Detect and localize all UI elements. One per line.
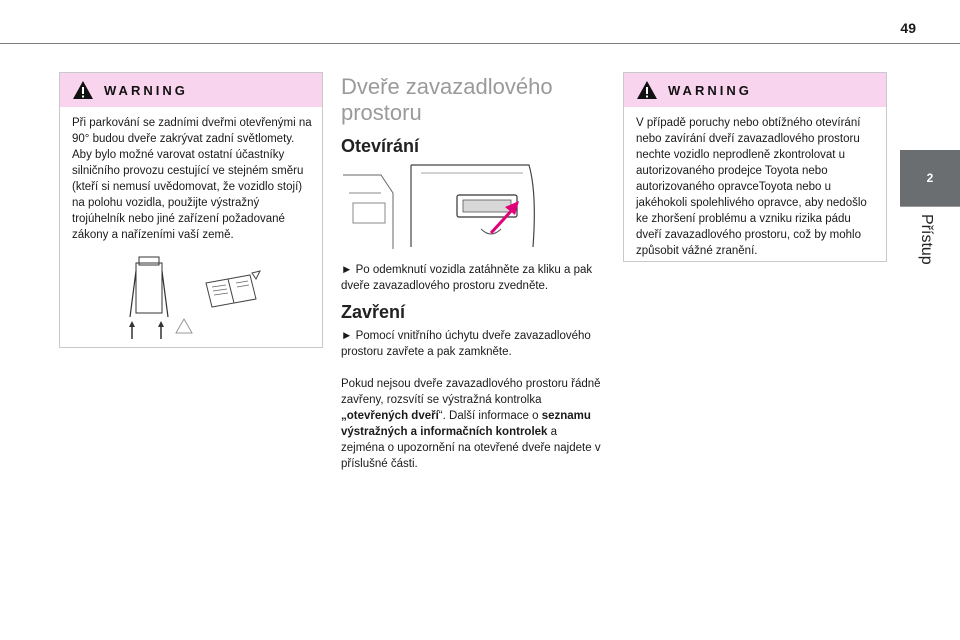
chapter-title: Přístup (918, 214, 935, 265)
opening-text: ► Po odemknutí vozidla zatáhněte za kliku a pak dveře zavazadlového prostoru zvedněte. (341, 264, 593, 292)
tailgate-handle-illustration (341, 163, 539, 249)
warning-title: WARNING (104, 82, 188, 98)
closing-info-part: “. Další informace o (438, 410, 542, 422)
warning-text: V případě poruchy nebo obtížného otevírání nebo zavírání dveří zavazadlového prostoru nechte vozidlo neprodleně zkontrolovat u autorizovaného prodejce Toyota nebo autorizovaného opravceToyota nebo u jakéhokoli spolehlivého opravce, aby nedošlo ke zhoršení problému a vzniku rizika pádu dveří zavazadlového prostoru, což by mohlo způsobit vážné zranění. (636, 117, 867, 257)
warning-box-left (59, 72, 323, 348)
chapter-tab[interactable]: 2 (900, 150, 960, 206)
closing-title: Zavření (341, 302, 406, 322)
warning-lights-list-link[interactable]: seznamu výstražných a informačních kontrolek (341, 410, 591, 438)
opening-title: Otevírání (341, 136, 420, 156)
warning-header (60, 73, 322, 107)
chapter-divider (900, 206, 960, 207)
warning-title: WARNING (668, 82, 752, 98)
closing-info-part: a zejména o upozornění na otevřené dveře najdete v příslušné části. (341, 426, 601, 470)
door-open-warning-name: „otevřených dveří (341, 410, 439, 422)
closing-info-text (341, 376, 601, 472)
owner-manual-icon (202, 269, 266, 309)
page-number: 49 (900, 20, 916, 36)
warning-box-right (623, 72, 887, 262)
warning-triangle-icon (636, 80, 658, 100)
warning-triangle-icon (72, 80, 94, 100)
warning-header (624, 73, 886, 107)
closing-text: ► Pomocí vnitřního úchytu dveře zavazadlového prostoru zavřete a pak zamkněte. (341, 330, 591, 358)
section-title: Dveře zavazadlového prostoru (341, 74, 553, 125)
warning-text: Při parkování se zadními dveřmi otevřenými na 90° budou dveře zakrývat zadní světlomety. Aby bylo možné varovat ostatní účastníky silničního provozu cestující ve stejném směru (kteří si nemusí uvědomovat, že vozidlo stojí) na polohu vozidla, použijte výstražný trojúhelník nebo jiné zařízení požadované zákony a nařízeními vaší země. (72, 117, 312, 241)
top-rule (0, 43, 960, 44)
closing-info-part: Pokud nejsou dveře zavazadlového prostoru řádně zavřeny, rozsvítí se výstražná kontrolka (341, 378, 601, 406)
van-open-doors-illustration (126, 251, 196, 343)
